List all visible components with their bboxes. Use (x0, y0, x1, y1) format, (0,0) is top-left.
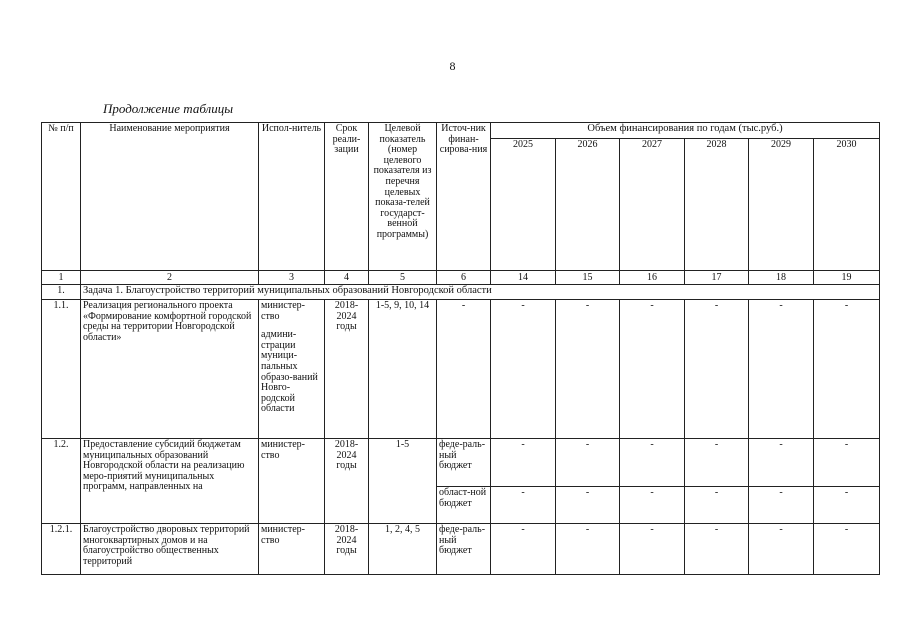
row-executor (259, 300, 325, 439)
header-year: 2028 (685, 139, 749, 271)
column-number: 17 (685, 271, 749, 285)
row-source: феде-раль-ный бюджет (437, 524, 491, 575)
row-term: 2018-2024 годы (325, 524, 369, 575)
funding-value: - (749, 524, 814, 575)
row-num: 1.2. (42, 439, 81, 524)
funding-value: - (685, 300, 749, 439)
column-number: 16 (620, 271, 685, 285)
column-number: 18 (749, 271, 814, 285)
funding-value: - (814, 487, 880, 524)
row-num: 1.2.1. (42, 524, 81, 575)
funding-value: - (556, 439, 620, 487)
row-source: феде-раль-ный бюджет (437, 439, 491, 487)
table-row (42, 524, 880, 575)
funding-value: - (814, 524, 880, 575)
row-indicator: 1-5 (369, 439, 437, 524)
header-indicator: Целевой показатель (номер целевого показателя из перечня целевых показа-телей государст-венной программы) (369, 123, 437, 271)
funding-value: - (620, 300, 685, 439)
funding-table (41, 122, 880, 575)
row-term: 2018-2024 годы (325, 300, 369, 439)
funding-value: - (620, 524, 685, 575)
row-indicator: 1, 2, 4, 5 (369, 524, 437, 575)
funding-value: - (814, 300, 880, 439)
funding-value: - (491, 524, 556, 575)
header-year: 2030 (814, 139, 880, 271)
funding-value: - (814, 439, 880, 487)
row-source: област-ной бюджет (437, 487, 491, 524)
row-source: - (437, 300, 491, 439)
funding-value: - (556, 487, 620, 524)
header-num: № п/п (42, 123, 81, 271)
column-number: 3 (259, 271, 325, 285)
funding-value: - (491, 487, 556, 524)
column-number-row (42, 271, 880, 285)
funding-value: - (685, 439, 749, 487)
executor-administrations: админи-страции муници-пальных образо-ваний Новго-родской области (261, 329, 318, 415)
row-name: Предоставление субсидий бюджетам муниципальных образований Новгородской области на реализацию меро-приятий муниципальных программ, направленных на (81, 439, 259, 524)
column-number: 14 (491, 271, 556, 285)
executor-ministry: министер-ство (261, 300, 305, 322)
row-indicator: 1-5, 9, 10, 14 (369, 300, 437, 439)
row-executor: министер-ство (259, 524, 325, 575)
task-row (42, 285, 880, 300)
row-executor: министер-ство (259, 439, 325, 524)
header-year: 2025 (491, 139, 556, 271)
table-caption: Продолжение таблицы (103, 101, 234, 116)
column-number: 15 (556, 271, 620, 285)
header-year: 2027 (620, 139, 685, 271)
funding-value: - (556, 300, 620, 439)
task-title: Задача 1. Благоустройство территорий муниципальных образований Новгородской области (81, 285, 880, 300)
header-term: Срок реали-зации (325, 123, 369, 271)
row-name: Реализация регионального проекта «Формирование комфортной городской среды на территории Новгородской области» (81, 300, 259, 439)
funding-value: - (556, 524, 620, 575)
funding-value: - (749, 487, 814, 524)
row-num: 1.1. (42, 300, 81, 439)
header-funding: Объем финансирования по годам (тыс.руб.) (491, 123, 880, 139)
page-number: 8 (449, 59, 456, 73)
row-term: 2018-2024 годы (325, 439, 369, 524)
column-number: 5 (369, 271, 437, 285)
column-number: 2 (81, 271, 259, 285)
task-num: 1. (42, 285, 81, 300)
funding-value: - (620, 487, 685, 524)
header-year: 2026 (556, 139, 620, 271)
funding-value: - (491, 300, 556, 439)
funding-value: - (685, 524, 749, 575)
column-number: 1 (42, 271, 81, 285)
table-row (42, 300, 880, 439)
header-executor: Испол-нитель (259, 123, 325, 271)
funding-value: - (491, 439, 556, 487)
table-row (42, 439, 880, 487)
funding-value: - (749, 439, 814, 487)
column-number: 19 (814, 271, 880, 285)
header-name: Наименование мероприятия (81, 123, 259, 271)
column-number: 6 (437, 271, 491, 285)
funding-value: - (749, 300, 814, 439)
column-number: 4 (325, 271, 369, 285)
header-source: Источ-ник финан-сирова-ния (437, 123, 491, 271)
funding-value: - (685, 487, 749, 524)
header-year: 2029 (749, 139, 814, 271)
row-name: Благоустройство дворовых территорий многоквартирных домов и на благоустройство общественных территорий (81, 524, 259, 575)
funding-value: - (620, 439, 685, 487)
header-row (42, 123, 880, 139)
